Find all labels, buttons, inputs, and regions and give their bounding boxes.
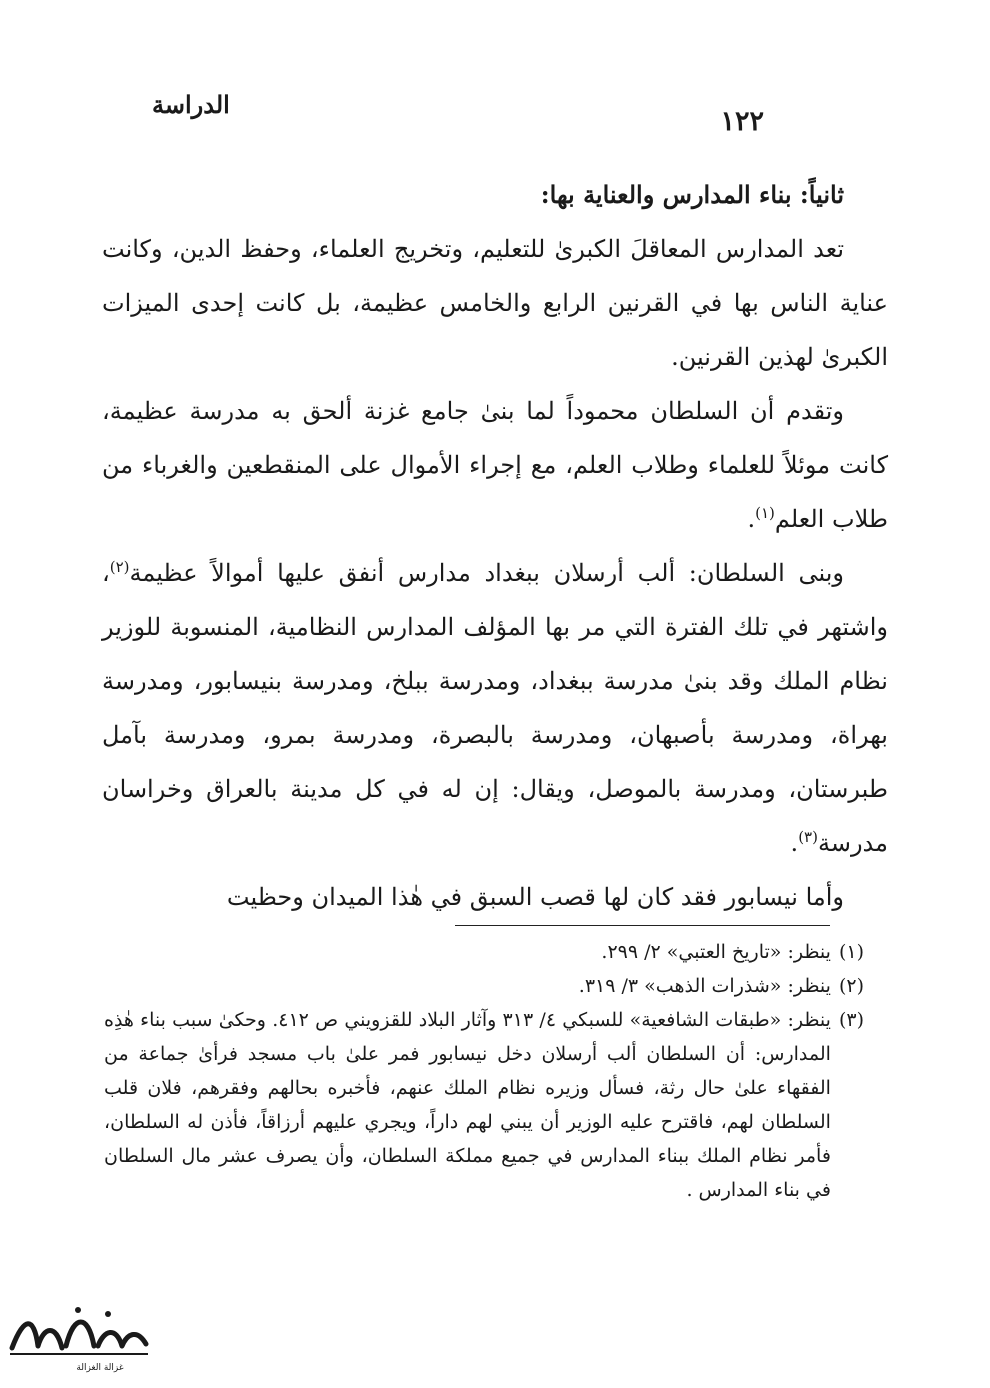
paragraph-3 [102, 546, 888, 870]
footnote-2 [104, 969, 864, 1003]
footnote-ref-1[interactable]: (١) [755, 504, 775, 522]
footnote-1-number: (١) [838, 941, 864, 963]
paragraph-3-end: . [790, 829, 799, 857]
page-number: ١٢٢ [720, 106, 764, 137]
footnotes [104, 935, 864, 1207]
paragraph-3-text-b: ، واشتهر في تلك الفترة التي مر بها المؤلف المدارس النظامية، المنسوبة للوزير نظام الملك وقد بنىٰ مدرسة ببغداد، ومدرسة ببلخ، ومدرسة بنيسابور، ومدرسة بهراة، ومدرسة بأصبهان، ومدرسة بالبصرة، ومدرسة بمرو، ومدرسة بآمل طبرستان، ومدرسة بالموصل، ويقال: إن له في كل مدينة بالعراق وخراسان مدرسة [102, 559, 888, 857]
paragraph-1: تعد المدارس المعاقلَ الكبرىٰ للتعليم، وتخريج العلماء، وحفظ الدين، وكانت عناية الناس بها في القرنين الرابع والخامس عظيمة، بل كانت إحدى الميزات الكبرىٰ لهذين القرنين. [102, 235, 888, 371]
footnote-2-text: ينظر: «شذرات الذهب» ٣/ ٣١٩. [578, 975, 831, 997]
paragraph-3-text-a: وبنى السلطان: ألب أرسلان ببغداد مدارس أنفق عليها أموالاً عظيمة [129, 559, 844, 587]
calligraphy-logo-icon [4, 1296, 154, 1376]
footnote-3 [104, 1003, 864, 1207]
paragraph-4: وأما نيسابور فقد كان لها قصب السبق في هٰذا الميدان وحظيت [226, 883, 844, 911]
paragraph-2-end: . [747, 505, 756, 533]
footnote-1-text: ينظر: «تاريخ العتبي» ٢/ ٢٩٩. [601, 941, 831, 963]
footnote-ref-3[interactable]: (٣) [798, 828, 818, 846]
footnote-3-number: (٣) [838, 1009, 864, 1031]
footnote-separator [455, 925, 830, 926]
footnote-1 [104, 935, 864, 969]
footnote-ref-2[interactable]: (٢) [109, 558, 130, 576]
running-title: الدراسة [152, 90, 230, 119]
footnote-2-number: (٢) [838, 975, 864, 997]
logo-subtext: غزالة الغزالة [76, 1363, 124, 1373]
publisher-logo [4, 1296, 154, 1376]
section-heading: ثانياً: بناء المدارس والعناية بها: [540, 180, 844, 209]
paragraph-2 [102, 384, 888, 546]
paragraph-2-text: وتقدم أن السلطان محموداً لما بنىٰ جامع غزنة ألحق به مدرسة عظيمة، كانت موئلاً للعلماء وطلاب العلم، مع إجراء الأموال على المنقطعين والغرباء من طلاب العلم [102, 397, 888, 533]
main-text [102, 168, 888, 924]
footnote-3-text: ينظر: «طبقات الشافعية» للسبكي ٤/ ٣١٣ وآثار البلاد للقزويني ص ٤١٢. وحكىٰ سبب بناء هٰذِه المدارس: أن السلطان ألب أرسلان دخل نيسابور فمر علىٰ باب مسجد فرأىٰ جماعة من الفقهاء علىٰ حال رثة، فسأل وزيره نظام الملك عنهم، فأخبره بحالهم وفقرهم، فلان قلب السلطان لهم، فاقترح عليه الوزير أن يبني لهم داراً، ويجري عليهم أرزاقاً، فأذن له السلطان، فأمر نظام الملك ببناء المدارس في جميع مملكة السلطان، وأن يصرف عشر مال السلطان في بناء المدارس . [104, 1009, 831, 1201]
